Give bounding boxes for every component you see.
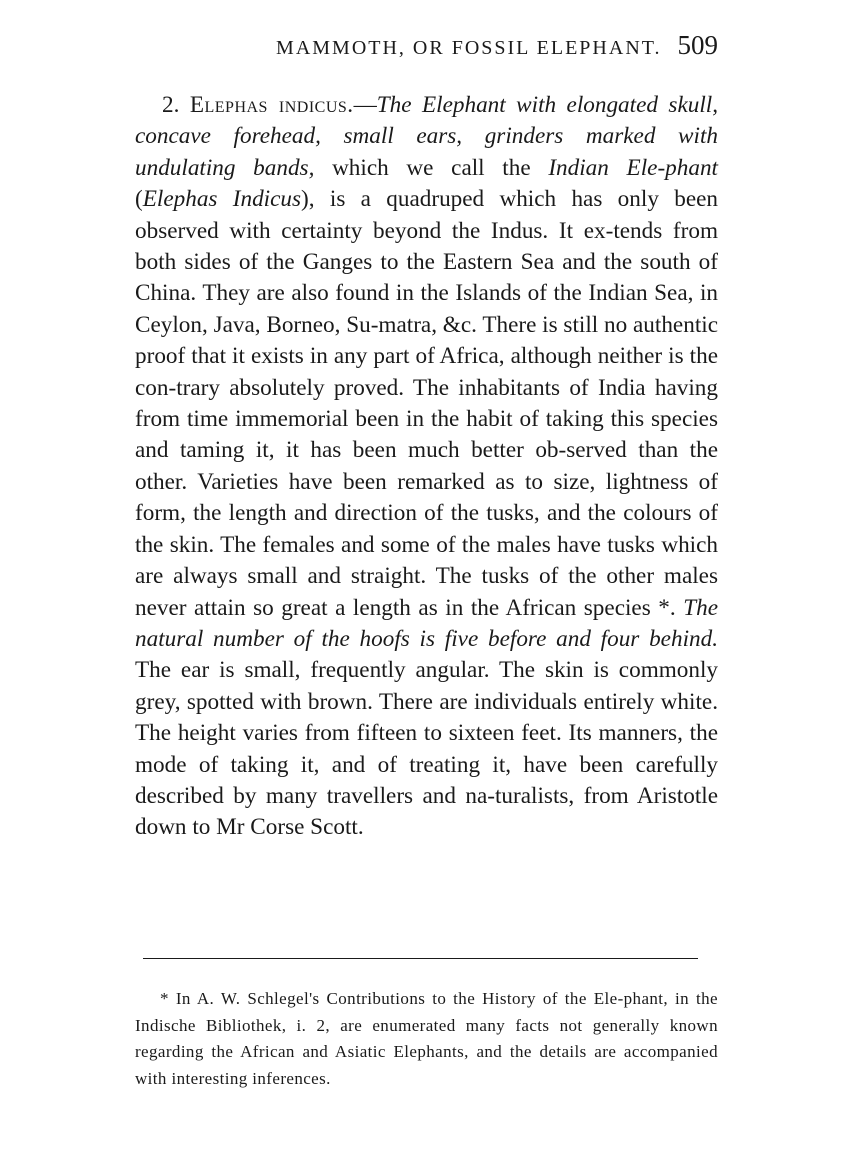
text-segment-b: ( [135, 186, 143, 213]
section-number: 2. [162, 92, 180, 118]
section-paragraph [135, 90, 718, 844]
text-segment-d: The ear is small, frequently angular. The skin is commonly grey, spotted with brown. There are individuals entirely white. The height varies from fifteen to sixteen feet. Its manners, the mode of taking it, and of treating it, have been carefully described by many travellers and na-turalists, from Aristotle down to Mr Corse Scott. [135, 657, 718, 841]
italic-intro: The Elephant with elongated skull, concave forehead, small ears, grinders marked with undulating bands, [135, 92, 719, 181]
footnote-paragraph [135, 986, 718, 1092]
footnote-reference: *. [658, 594, 676, 621]
footnote-divider [143, 958, 698, 959]
running-header [135, 30, 718, 70]
italic-latin-name: Elephas Indicus [142, 186, 302, 213]
italic-common-name: Indian Ele-phant [548, 154, 718, 181]
footnote-marker: * [160, 989, 169, 1008]
section-dash: — [353, 92, 377, 118]
page-number: 509 [677, 30, 718, 60]
italic-hoofs: The natural number of the hoofs is five before and four behind. [135, 594, 719, 652]
section-name: Elephas indicus. [189, 92, 354, 118]
footnote-text: In A. W. Schlegel's Contributions to the History of the Ele-phant, in the Indische Bibliothek, i. 2, are enumerated many facts not generally known regarding the African and Asiatic Elephants, and the details are accompanied with interesting inferences. [135, 989, 718, 1088]
text-segment-a: which we call the [314, 154, 549, 181]
footnote [135, 986, 718, 1092]
main-text [135, 90, 718, 844]
text-segment-c: ), is a quadruped which has only been observed with certainty beyond the Indus. It ex-tends from both sides of the Ganges to the Eastern Sea and the south of China. They are also found in the Islands of the Indian Sea, in Ceylon, Java, Borneo, Su-matra, &c. There is still no authentic proof that it exists in any part of Africa, although neither is the con-trary absolutely proved. The inhabitants of India having from time immemorial been in the habit of taking this species and taming it, it has been much better ob-served than the other. Varieties have been remarked as to size, lightness of form, the length and direction of the tusks, and the colours of the skin. The females and some of the males have tusks which are always small and straight. The tusks of the other males never attain so great a length as in the African species [135, 186, 719, 621]
running-title: MAMMOTH, OR FOSSIL ELEPHANT. [276, 37, 662, 59]
